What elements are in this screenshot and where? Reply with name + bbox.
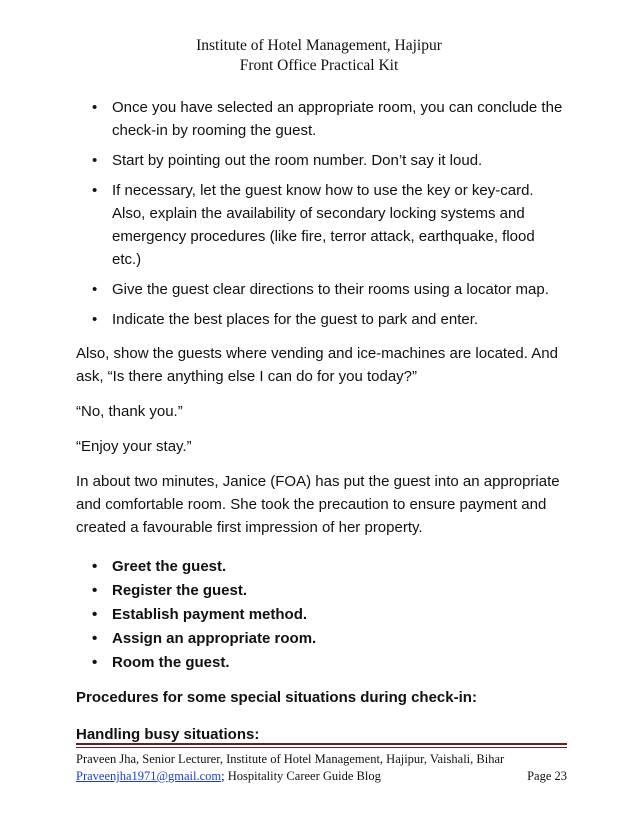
- page-content: [76, 96, 566, 746]
- subsection-heading: Handling busy situations:: [76, 726, 260, 743]
- vending-paragraph: Also, show the guests where vending and ice-machines are located. And ask, “Is there anything else I can do for you today?”: [76, 345, 558, 385]
- footer-author: Praveen Jha, Senior Lecturer, Institute of Hotel Management, Hajipur, Vaishali, Bihar: [76, 752, 505, 766]
- list-item: • If necessary, let the guest know how to use the key or key-card. Also, explain the availability of secondary locking systems and emergency procedures (like fire, terror attack, earthquake, flood etc.): [76, 179, 566, 271]
- list-item: • Room the guest.: [76, 651, 566, 674]
- footer-rule-thin: [76, 747, 567, 748]
- list-item: • Once you have selected an appropriate room, you can conclude the check-in by rooming the guest.: [76, 96, 566, 142]
- header-institute: Institute of Hotel Management, Hajipur: [196, 37, 442, 54]
- page-header: [0, 36, 638, 76]
- list-item: • Start by pointing out the room number. Don’t say it loud.: [76, 149, 566, 172]
- guest-reply-quote: “No, thank you.”: [76, 403, 183, 420]
- list-item: • Indicate the best places for the guest to park and enter.: [76, 308, 566, 331]
- list-item: • Establish payment method.: [76, 603, 566, 626]
- checkin-steps-list: [76, 555, 566, 674]
- farewell-quote: “Enjoy your stay.”: [76, 438, 192, 455]
- section-heading: Procedures for some special situations during check-in:: [76, 689, 477, 706]
- header-kit-title: Front Office Practical Kit: [239, 57, 399, 74]
- list-item: • Greet the guest.: [76, 555, 566, 578]
- summary-paragraph: In about two minutes, Janice (FOA) has put the guest into an appropriate and comfortable room. She took the precaution to ensure payment and created a favourable first impression of her property.: [76, 473, 560, 536]
- footer-rule-thick: [76, 743, 567, 745]
- page-number: Page 23: [527, 769, 567, 783]
- footer-blog: ; Hospitality Career Guide Blog: [221, 769, 381, 783]
- list-item: • Give the guest clear directions to their rooms using a locator map.: [76, 278, 566, 301]
- rooming-bullet-list: [76, 96, 566, 331]
- page-footer: [76, 751, 567, 785]
- list-item: • Assign an appropriate room.: [76, 627, 566, 650]
- footer-contact: [76, 768, 567, 785]
- list-item: • Register the guest.: [76, 579, 566, 602]
- email-link[interactable]: Praveenjha1971@gmail.com: [76, 769, 222, 783]
